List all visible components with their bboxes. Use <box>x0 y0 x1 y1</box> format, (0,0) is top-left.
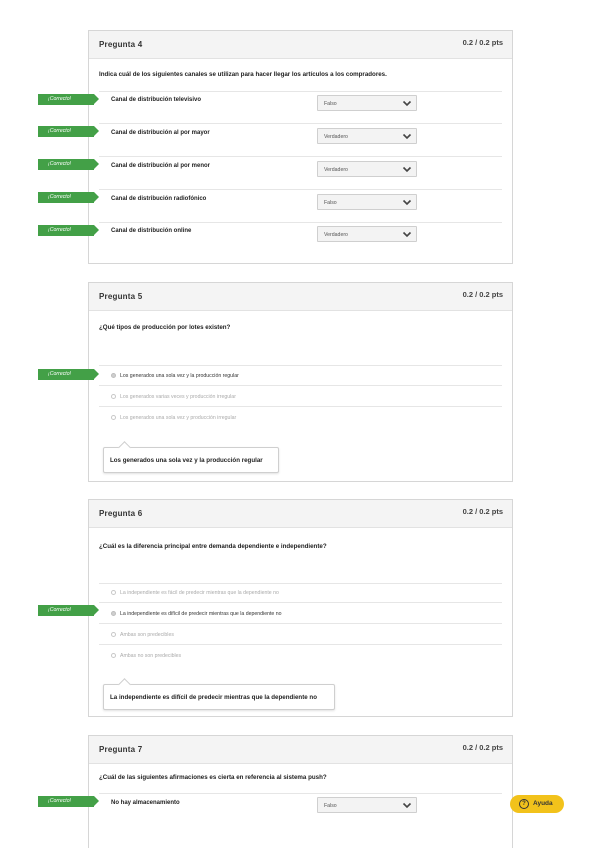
divider <box>99 189 502 190</box>
answer-option[interactable] <box>111 373 239 379</box>
match-row-label: Canal de distribución radiofónico <box>111 196 207 202</box>
select-value: Falso <box>324 803 337 809</box>
help-label: Ayuda <box>533 800 553 807</box>
option-label: Ambas no son predecibles <box>120 653 182 659</box>
radio-icon <box>111 632 116 637</box>
question-text: ¿Cuál de las siguientes afirmaciones es cierta en referencia al sistema push? <box>99 774 327 781</box>
radio-icon <box>111 653 116 658</box>
option-label: Los generados una sola vez y producción irregular <box>120 415 237 421</box>
match-row-label: Canal de distribución al por mayor <box>111 130 210 136</box>
help-button[interactable] <box>510 795 564 813</box>
question-score: 0.2 / 0.2 pts <box>462 290 503 299</box>
question-text: ¿Qué tipos de producción por lotes existen? <box>99 324 231 331</box>
correct-badge: ¡Correcto! <box>38 796 94 807</box>
correct-badge: ¡Correcto! <box>38 126 94 137</box>
divider <box>99 406 502 407</box>
question-text: ¿Cuál es la diferencia principal entre demanda dependiente e independiente? <box>99 543 327 550</box>
radio-selected-icon <box>111 611 116 616</box>
answer-select[interactable] <box>317 797 417 813</box>
divider <box>99 365 502 366</box>
answer-feedback <box>103 684 335 710</box>
chevron-down-icon <box>402 230 412 239</box>
answer-text: La independiente es difícil de predecir mientras que la dependiente no <box>110 694 317 701</box>
answer-option[interactable] <box>111 632 174 638</box>
question-title: Pregunta 7 <box>99 745 143 754</box>
select-value: Verdadero <box>324 232 348 238</box>
option-label: Los generados una sola vez y la producción regular <box>120 373 239 379</box>
correct-badge: ¡Correcto! <box>38 94 94 105</box>
correct-badge: ¡Correcto! <box>38 605 94 616</box>
question-card-7 <box>88 735 513 848</box>
question-card-6 <box>88 499 513 717</box>
divider <box>99 644 502 645</box>
question-text: Indica cuál de los siguientes canales se utilizan para hacer llegar los artículos a los compradores. <box>99 71 387 78</box>
question-header <box>89 736 512 764</box>
radio-icon <box>111 394 116 399</box>
question-card-4 <box>88 30 513 264</box>
option-label: La independiente es difícil de predecir mientras que la dependiente no <box>120 611 282 617</box>
divider <box>99 385 502 386</box>
answer-select[interactable] <box>317 128 417 144</box>
question-score: 0.2 / 0.2 pts <box>462 743 503 752</box>
answer-option[interactable] <box>111 394 236 400</box>
answer-text: Los generados una sola vez y la producción regular <box>110 457 263 464</box>
chevron-down-icon <box>402 198 412 207</box>
divider <box>99 793 502 794</box>
divider <box>99 602 502 603</box>
divider <box>99 123 502 124</box>
answer-select[interactable] <box>317 161 417 177</box>
question-score: 0.2 / 0.2 pts <box>462 38 503 47</box>
radio-selected-icon <box>111 373 116 378</box>
answer-option[interactable] <box>111 653 181 659</box>
answer-option[interactable] <box>111 611 282 617</box>
radio-icon <box>111 590 116 595</box>
answer-feedback <box>103 447 279 473</box>
select-value: Verdadero <box>324 134 348 140</box>
answer-option[interactable] <box>111 590 279 596</box>
answer-option[interactable] <box>111 415 236 421</box>
question-card-5 <box>88 282 513 482</box>
divider <box>99 222 502 223</box>
correct-badge: ¡Correcto! <box>38 225 94 236</box>
question-header <box>89 500 512 528</box>
question-header <box>89 31 512 59</box>
correct-badge: ¡Correcto! <box>38 192 94 203</box>
chevron-down-icon <box>402 801 412 810</box>
correct-badge: ¡Correcto! <box>38 159 94 170</box>
answer-select[interactable] <box>317 226 417 242</box>
match-row-label: Canal de distribución al por menor <box>111 163 211 169</box>
question-title: Pregunta 5 <box>99 292 143 301</box>
question-mark-icon: ? <box>519 799 529 809</box>
chevron-down-icon <box>402 132 412 141</box>
divider <box>99 91 502 92</box>
match-row-label: Canal de distribución online <box>111 228 192 234</box>
question-score: 0.2 / 0.2 pts <box>462 507 503 516</box>
select-value: Verdadero <box>324 167 348 173</box>
match-row-label: Canal de distribución televisivo <box>111 97 202 103</box>
radio-icon <box>111 415 116 420</box>
option-label: La independiente es fácil de predecir mientras que la dependiente no <box>120 590 279 596</box>
divider <box>99 623 502 624</box>
divider <box>99 583 502 584</box>
chevron-down-icon <box>402 165 412 174</box>
option-label: Ambas son predecibles <box>120 632 174 638</box>
option-label: Los generados varias veces y producción irregular <box>120 394 236 400</box>
question-title: Pregunta 4 <box>99 40 143 49</box>
question-title: Pregunta 6 <box>99 509 143 518</box>
match-row-label: No hay almacenamiento <box>111 800 180 806</box>
question-header <box>89 283 512 311</box>
answer-select[interactable] <box>317 194 417 210</box>
correct-badge: ¡Correcto! <box>38 369 94 380</box>
chevron-down-icon <box>402 99 412 108</box>
answer-select[interactable] <box>317 95 417 111</box>
divider <box>99 156 502 157</box>
select-value: Falso <box>324 101 337 107</box>
select-value: Falso <box>324 200 337 206</box>
